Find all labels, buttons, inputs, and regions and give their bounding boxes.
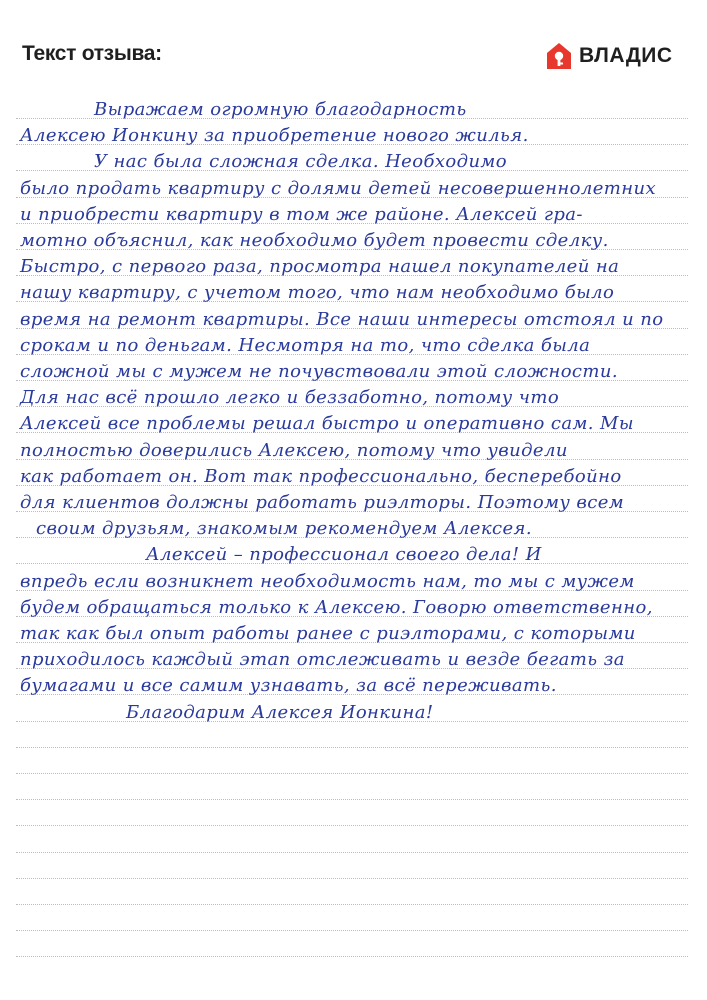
handwritten-line: Для нас всё прошло легко и беззаботно, потому что [20, 387, 560, 409]
handwritten-line: сложной мы с мужем не почувствовали этой сложности. [20, 361, 618, 382]
handwritten-line: будем обращаться только к Алексею. Говорю ответственно, [20, 596, 653, 618]
brand-logo [546, 42, 673, 70]
handwritten-line: полностью доверились Алексею, потому что увидели [20, 439, 568, 461]
handwritten-line: время на ремонт квартиры. Все наши интересы отстоял и по [20, 308, 664, 330]
review-sheet [16, 96, 688, 981]
ruled-line [16, 956, 688, 957]
ruled-line [16, 930, 688, 931]
handwritten-line: Алексей – профессионал своего дела! И [146, 544, 542, 566]
handwritten-line: для клиентов должны работать риэлторы. Поэтому всем [20, 492, 625, 513]
ruled-line [16, 852, 688, 853]
page-title: Текст отзыва: [22, 42, 162, 65]
handwritten-line: было продать квартиру с долями детей несовершеннолетних [20, 177, 657, 199]
handwritten-line: своим друзьям, знакомым рекомендуем Алексея. [36, 518, 532, 540]
handwritten-line: Алексей все проблемы решал быстро и оперативно сам. Мы [20, 413, 634, 435]
handwritten-line: Благодарим Алексея Ионкина! [126, 701, 434, 723]
house-key-icon [546, 42, 572, 70]
ruled-line [16, 773, 688, 774]
brand-name: ВЛАДИС [579, 44, 673, 67]
handwritten-line: мотно объяснил, как необходимо будет провести сделку. [20, 230, 609, 251]
handwritten-line: нашу квартиру, с учетом того, что нам необходимо было [20, 282, 615, 304]
handwritten-line: Быстро, с первого раза, просмотра нашел покупателей на [20, 256, 620, 278]
ruled-line [16, 904, 688, 905]
ruled-line [16, 747, 688, 748]
ruled-line [16, 825, 688, 826]
handwritten-line: Алексею Ионкину за приобретение нового жилья. [20, 125, 529, 147]
ruled-line [16, 799, 688, 800]
handwritten-line: Выражаем огромную благодарность [94, 99, 467, 120]
handwritten-line: У нас была сложная сделка. Необходимо [94, 151, 507, 173]
handwritten-line: как работает он. Вот так профессионально, бесперебойно [20, 465, 622, 487]
ruled-line [16, 878, 688, 879]
handwritten-line: срокам и по деньгам. Несмотря на то, что сделка была [20, 334, 591, 356]
handwritten-line: так как был опыт работы ранее с риэлторами, с которыми [20, 623, 636, 644]
handwritten-line: бумагами и все самим узнавать, за всё переживать. [20, 675, 557, 697]
handwritten-line: впредь если возникнет необходимость нам, то мы с мужем [20, 570, 635, 592]
handwritten-line: приходилось каждый этап отслеживать и везде бегать за [20, 649, 625, 671]
handwritten-line: и приобрести квартиру в том же районе. Алексей гра- [20, 203, 583, 225]
